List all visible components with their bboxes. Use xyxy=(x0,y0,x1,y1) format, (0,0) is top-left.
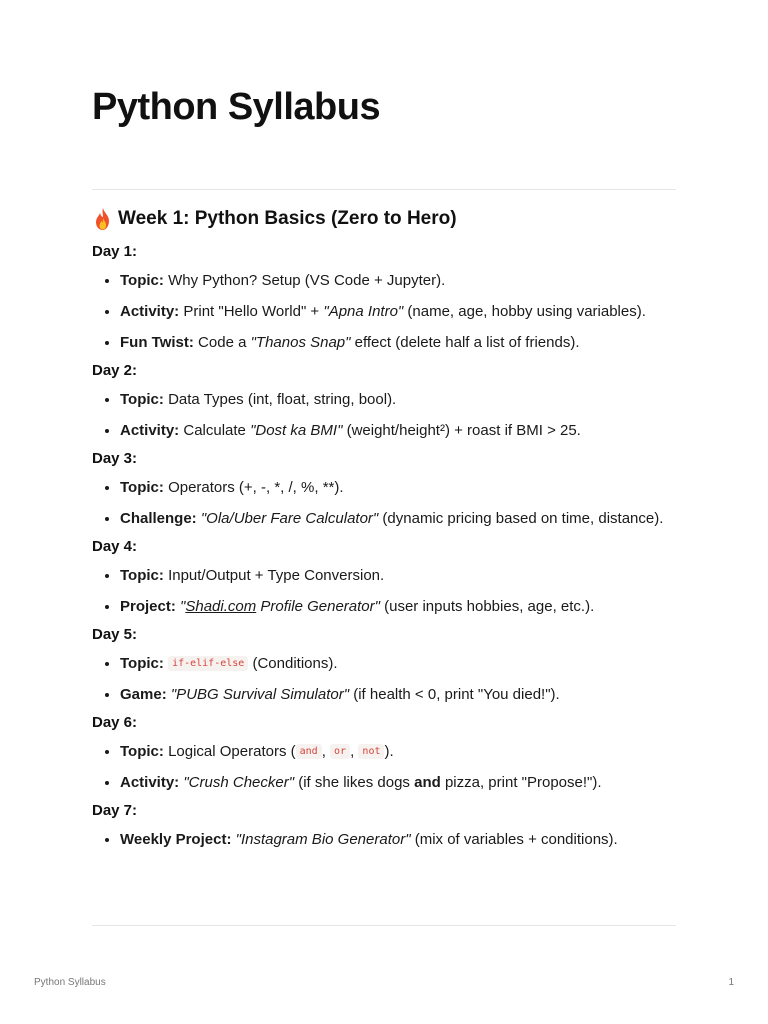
item-text: Why Python? Setup (VS Code + Jupyter). xyxy=(168,272,446,289)
page-title: Python Syllabus xyxy=(92,86,381,128)
shadi-link[interactable]: Shadi.com xyxy=(185,598,257,615)
item-bold: and xyxy=(414,774,441,791)
item-text: Calculate xyxy=(183,422,251,439)
list-item xyxy=(120,508,676,529)
item-text: Code a xyxy=(198,334,251,351)
item-italic: "Ola/Uber Fare Calculator" xyxy=(200,510,379,527)
item-key: Game: xyxy=(120,686,167,703)
item-text: (weight/height²) + roast if BMI > 25. xyxy=(342,422,581,439)
list-item xyxy=(120,332,676,353)
list-item: • Topic: Logical Operators ( and , or , not ). xyxy=(120,741,676,762)
item-text: (user inputs hobbies, age, etc.). xyxy=(379,598,595,615)
item-key: Activity: xyxy=(120,422,180,439)
item-text: (Conditions). xyxy=(248,655,338,672)
item-italic: " xyxy=(180,598,186,615)
item-key: Topic: xyxy=(120,391,164,408)
item-text: (dynamic pricing based on time, distance). xyxy=(378,510,664,527)
day-label: Day 1: xyxy=(92,243,138,260)
document-content xyxy=(92,205,676,857)
list-item xyxy=(120,389,676,410)
list-item xyxy=(120,477,676,498)
item-key: Fun Twist: xyxy=(120,334,194,351)
list-item xyxy=(120,420,676,441)
item-italic: Profile Generator" xyxy=(256,598,380,615)
item-italic: "Crush Checker" xyxy=(183,774,295,791)
day-items-list xyxy=(92,829,676,850)
day-label: Day 5: xyxy=(92,626,138,643)
item-key: Challenge: xyxy=(120,510,197,527)
inline-code: or xyxy=(330,744,350,759)
inline-code: if-elif-else xyxy=(168,656,248,671)
top-divider xyxy=(92,189,676,190)
footer-page-number: 1 xyxy=(728,977,734,988)
item-text: Input/Output + Type Conversion. xyxy=(168,567,385,584)
item-key: Topic: xyxy=(120,743,164,760)
item-key: Topic: xyxy=(120,479,164,496)
day-label: Day 4: xyxy=(92,538,138,555)
footer-document-title: Python Syllabus xyxy=(34,977,106,988)
list-item xyxy=(120,565,676,586)
item-italic: "PUBG Survival Simulator" xyxy=(170,686,350,703)
item-text: pizza, print "Propose!"). xyxy=(440,774,602,791)
list-item xyxy=(120,772,676,793)
day-label: Day 7: xyxy=(92,802,138,819)
fire-icon xyxy=(92,207,114,231)
day-items-list xyxy=(92,389,676,441)
item-italic: "Instagram Bio Generator" xyxy=(235,831,411,848)
list-item xyxy=(120,301,676,322)
item-italic: "Apna Intro" xyxy=(323,303,404,320)
item-key: Topic: xyxy=(120,272,164,289)
item-italic: "Thanos Snap" xyxy=(250,334,351,351)
day-label: Day 2: xyxy=(92,362,138,379)
item-text: Data Types (int, float, string, bool). xyxy=(168,391,397,408)
item-text: (if health < 0, print "You died!"). xyxy=(349,686,560,703)
item-key: Topic: xyxy=(120,655,164,672)
item-key: Topic: xyxy=(120,567,164,584)
item-text: Print "Hello World" + xyxy=(183,303,324,320)
item-key: Project: xyxy=(120,598,176,615)
item-text: Operators (+, -, *, /, %, **). xyxy=(168,479,344,496)
week-heading xyxy=(92,205,676,233)
week-heading-text: Week 1: Python Basics (Zero to Hero) xyxy=(118,208,457,229)
list-item xyxy=(120,684,676,705)
inline-code: and xyxy=(296,744,322,759)
day-items-list xyxy=(92,477,676,529)
list-item xyxy=(120,596,676,617)
item-italic: "Dost ka BMI" xyxy=(250,422,343,439)
day-items-list xyxy=(92,270,676,353)
item-text: ). xyxy=(384,743,394,760)
list-item xyxy=(120,829,676,850)
list-item xyxy=(120,653,676,674)
day-items-list xyxy=(92,565,676,617)
bottom-divider xyxy=(92,925,676,926)
day-items-list xyxy=(92,653,676,705)
inline-code: not xyxy=(358,744,384,759)
item-text: Logical Operators ( xyxy=(168,743,296,760)
item-key: Activity: xyxy=(120,303,180,320)
day-label: Day 6: xyxy=(92,714,138,731)
item-text: (mix of variables + conditions). xyxy=(410,831,618,848)
day-items-list xyxy=(92,741,676,793)
item-key: Weekly Project: xyxy=(120,831,232,848)
day-label: Day 3: xyxy=(92,450,138,467)
item-key: Activity: xyxy=(120,774,180,791)
item-text: (name, age, hobby using variables). xyxy=(403,303,646,320)
item-text: (if she likes dogs xyxy=(294,774,415,791)
list-item xyxy=(120,270,676,291)
item-text: effect (delete half a list of friends). xyxy=(350,334,580,351)
